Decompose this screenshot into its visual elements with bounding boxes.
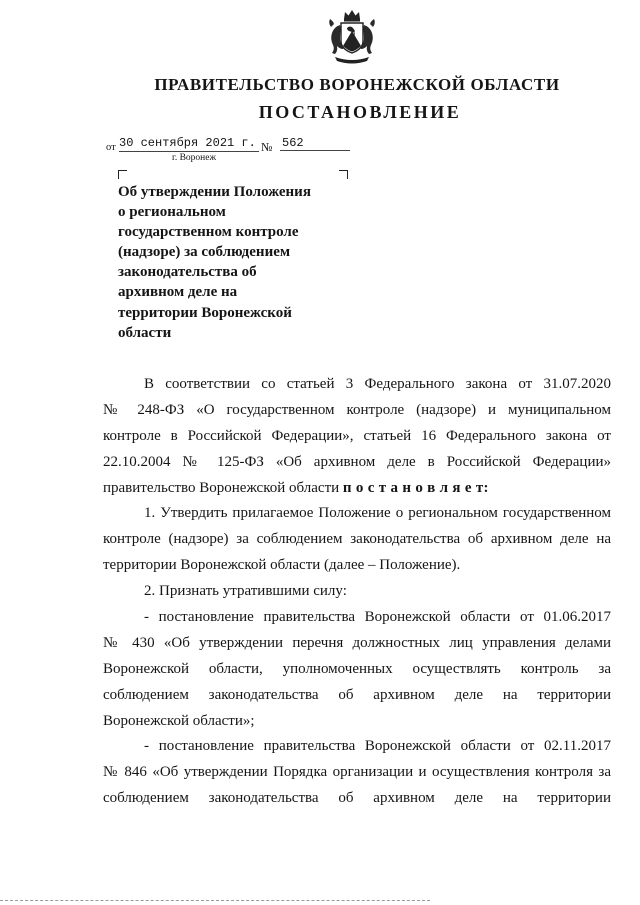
document-title bbox=[118, 182, 311, 343]
body-line: - постановление правительства Воронежской области от 02.11.2017 bbox=[144, 738, 611, 755]
paragraph-preamble bbox=[103, 372, 611, 501]
title-line: области bbox=[118, 324, 172, 341]
body-line bbox=[103, 476, 611, 502]
document-type: ПОСТАНОВЛЕНИЕ bbox=[258, 102, 462, 122]
organization-name: ПРАВИТЕЛЬСТВО ВОРОНЕЖСКОЙ ОБЛАСТИ bbox=[154, 75, 560, 94]
title-line: территории Воронежской bbox=[118, 304, 292, 321]
paragraph-repeal-1 bbox=[103, 605, 611, 734]
document-place: г. Воронеж bbox=[172, 153, 217, 163]
body-line: В соответствии со статьей 3 Федерального закона от 31.07.2020 bbox=[144, 376, 611, 392]
title-line: государственном контроле bbox=[118, 224, 299, 241]
resolution-keyword: п о с т а н о в л я е т: bbox=[342, 479, 489, 496]
body-line: контроле (надзоре) за соблюдением законодательства об архивном деле на bbox=[103, 531, 611, 548]
title-corner-right-mark bbox=[339, 170, 348, 179]
paragraph-item-1 bbox=[103, 501, 611, 579]
body-line: соблюдением законодательства об архивном деле на территории bbox=[103, 686, 611, 703]
paragraph-repeal-2 bbox=[103, 734, 611, 812]
body-line: Воронежской области, уполномоченных осуществлять контроль за bbox=[103, 660, 611, 677]
body-line: 2. Признать утратившими силу: bbox=[144, 583, 347, 600]
title-line: законодательства об bbox=[118, 264, 257, 281]
coat-of-arms-icon bbox=[323, 7, 381, 67]
body-line: - постановление правительства Воронежской области от 01.06.2017 bbox=[144, 609, 611, 626]
document-body bbox=[103, 372, 611, 812]
document-number: 562 bbox=[280, 135, 350, 151]
date-prefix: от bbox=[106, 142, 116, 153]
body-line: 1. Утвердить прилагаемое Положение о региональном государственном bbox=[144, 505, 611, 522]
number-label: № bbox=[261, 140, 273, 154]
body-line: 22.10.2004 № 125-ФЗ «Об архивном деле в Российской Федерации» bbox=[103, 453, 611, 470]
body-line: соблюдением законодательства об архивном деле на территории bbox=[103, 790, 611, 807]
body-line: № 846 «Об утверждении Порядка организации и осуществления контроля за bbox=[103, 764, 611, 781]
body-line: № 248-ФЗ «О государственном контроле (надзоре) и муниципальном bbox=[103, 401, 611, 418]
title-line: Об утверждении Положения bbox=[118, 184, 311, 200]
document-date: 30 сентября 2021 г. bbox=[119, 135, 259, 152]
paragraph-item-2 bbox=[103, 579, 611, 605]
scan-edge-artifact bbox=[0, 900, 430, 901]
title-line: (надзоре) за соблюдением bbox=[118, 244, 291, 261]
title-line: о региональном bbox=[118, 204, 226, 221]
body-line: контроле в Российской Федерации», статьей 16 Федерального закона от bbox=[103, 427, 611, 444]
body-line: территории Воронежской области (далее – Положение). bbox=[103, 557, 461, 574]
title-corner-left-mark bbox=[118, 170, 127, 179]
body-line: Воронежской области»; bbox=[103, 712, 255, 729]
body-line: № 430 «Об утверждении перечня должностных лиц управления делами bbox=[103, 634, 611, 651]
body-line-text: правительство Воронежской области bbox=[103, 479, 340, 496]
title-line: архивном деле на bbox=[118, 284, 238, 301]
